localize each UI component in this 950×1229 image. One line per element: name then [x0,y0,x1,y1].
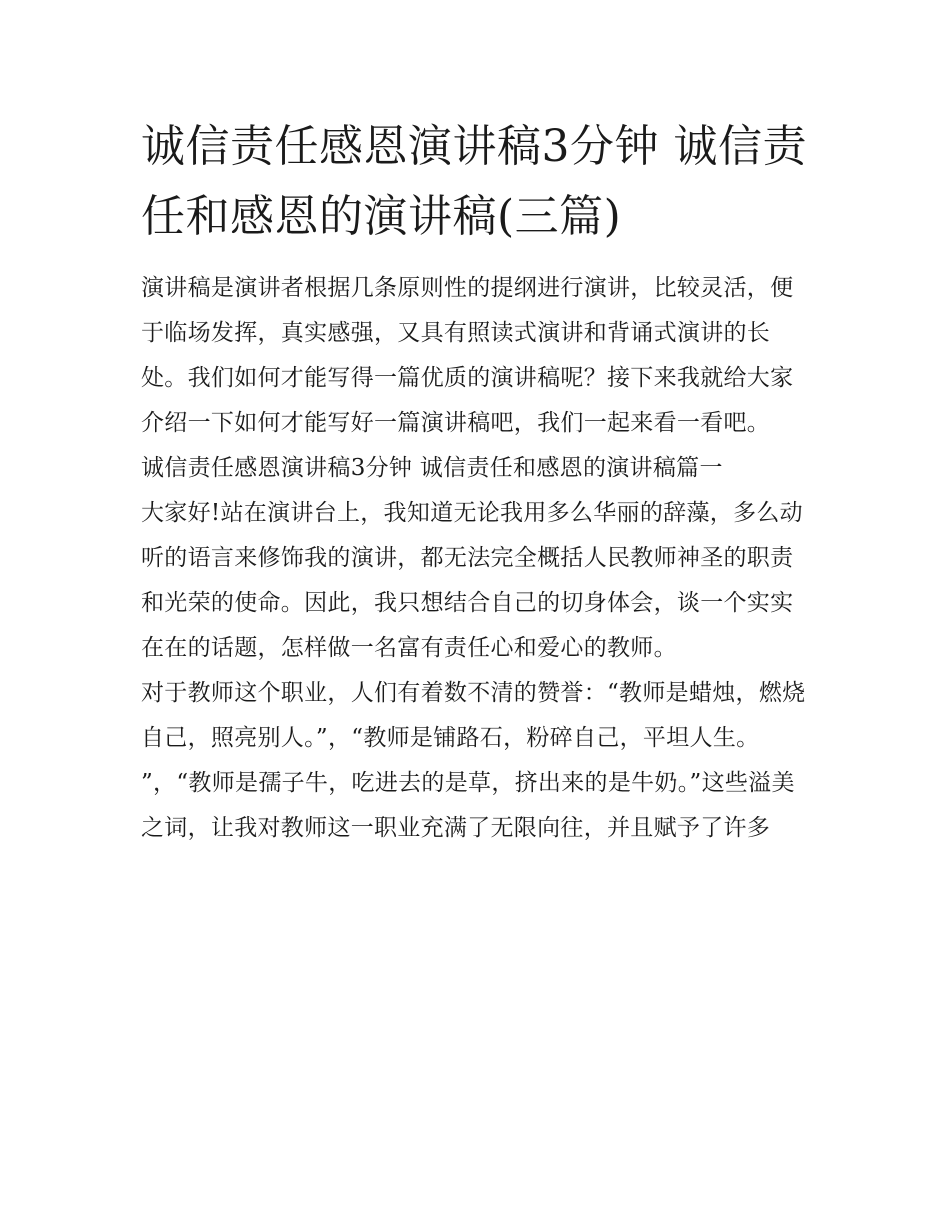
document-body [141,112,813,851]
section-heading: 诚信责任感恩演讲稿3分钟 诚信责任和感恩的演讲稿篇一 [141,455,723,481]
body-paragraph: 大家好!站在演讲台上，我知道无论我用多么华丽的辞藻，多么动听的语言来修饰我的演讲，都无法完全概括人民教师神圣的职责和光荣的使命。因此，我只想结合自己的切身体会，谈一个实实在在的话题，怎样做一名富有责任心和爱心的教师。 [141,500,803,661]
body-paragraph: 对于教师这个职业，人们有着数不清的赞誉：“教师是蜡烛，燃烧自己，照亮别人。”，“教师是铺路石，粉碎自己，平坦人生。 [141,680,806,751]
body-paragraph: ”，“教师是孺子牛，吃进去的是草，挤出来的是牛奶。”这些溢美之词，让我对教师这一职业充满了无限向往，并且赋予了许多 [141,770,795,841]
document-title: 诚信责任感恩演讲稿3分钟 诚信责任和感恩的演讲稿(三篇) [141,121,807,242]
intro-paragraph: 演讲稿是演讲者根据几条原则性的提纲进行演讲，比较灵活，便于临场发挥，真实感强，又具有照读式演讲和背诵式演讲的长处。我们如何才能写得一篇优质的演讲稿呢？接下来我就给大家介绍一下如何才能写好一篇演讲稿吧，我们一起来看一看吧。 [141,275,794,436]
